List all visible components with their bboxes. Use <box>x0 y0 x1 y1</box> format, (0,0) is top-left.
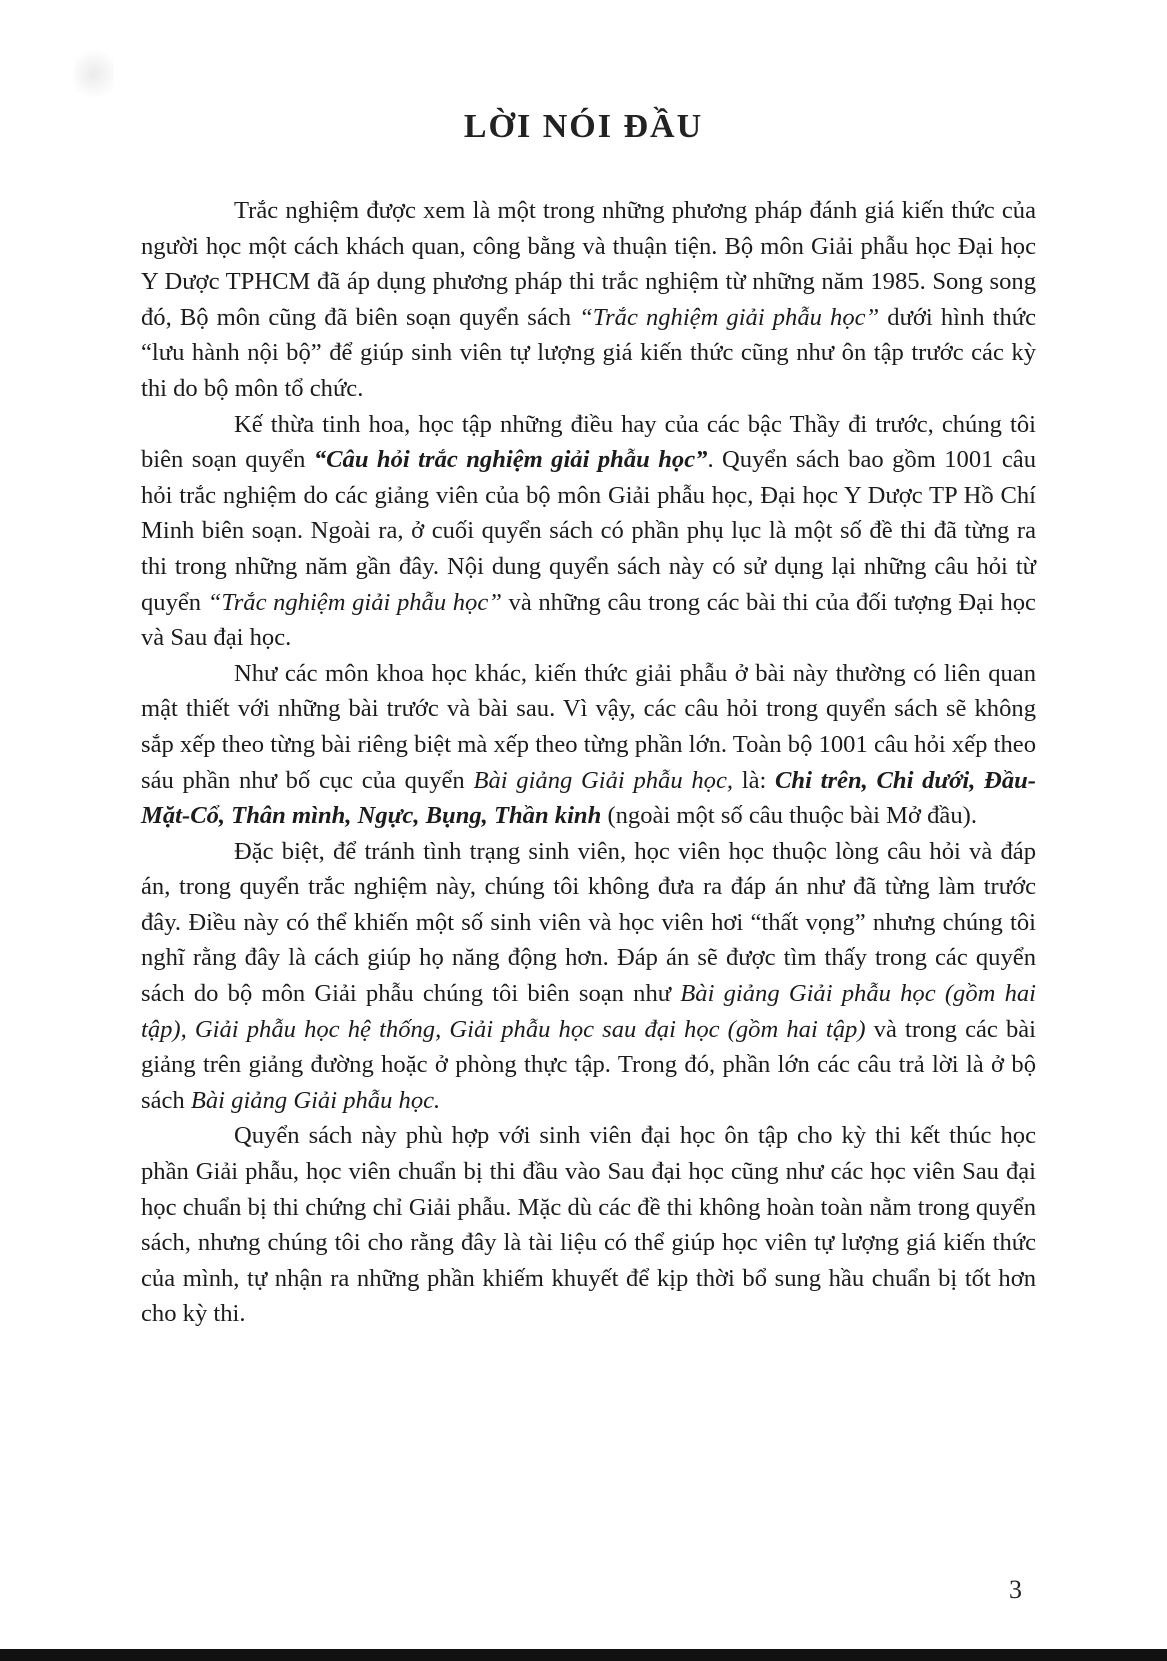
paragraph-2 <box>141 407 1036 656</box>
preface-body <box>141 193 1036 1332</box>
text-run: . Quyển sách bao gồm 1001 câu hỏi trắc nghiệm do các giảng viên của bộ môn Giải phẫu học, Đại học Y Dược TP Hồ Chí Minh biên soạn. Ngoài ra, ở cuối quyển sách có phần phụ lục là một số đề thi đã từng ra thi trong những năm gần đây. Nội dung quyển sách này có sử dụng lại những câu hỏi từ quyển <box>141 446 1037 616</box>
paragraph-5 <box>141 1118 1036 1332</box>
paragraph-1 <box>141 193 1036 407</box>
section-list-bold-italic: Chi trên, Chi dưới, Đầu-Mặt-Cổ, Thân mình, Ngực, Bụng, Thần kinh <box>141 766 1036 830</box>
scan-edge-bar <box>0 1649 1167 1661</box>
text-run: Kế thừa tinh hoa, học tập những điều hay của các bậc Thầy đi trước, chúng tôi biên soạn quyển <box>141 410 1036 474</box>
text-run: dưới hình thức “lưu hành nội bộ” để giúp sinh viên tự lượng giá kiến thức cũng như ôn tập trước các kỳ thi do bộ môn tổ chức. <box>141 303 1037 402</box>
book-title-italic: Bài giảng Giải phẫu học, <box>473 766 734 794</box>
book-title-bold-italic: “Câu hỏi trắc nghiệm giải phẫu học” <box>313 446 708 474</box>
text-run: Quyển sách này phù hợp với sinh viên đại học ôn tập cho kỳ thi kết thúc học phần Giải phẫu, học viên chuẩn bị thi đầu vào Sau đại học cũng như các học viên Sau đại học chuẩn bị thi chứng chỉ Giải phẫu. Mặc dù các đề thi không hoàn toàn nằm trong quyển sách, nhưng chúng tôi cho rằng đây là tài liệu có thể giúp học viên tự lượng giá kiến thức của mình, tự nhận ra những phần khiếm khuyết để kịp thời bổ sung hầu chuẩn bị tốt hơn cho kỳ thi. <box>141 1122 1036 1328</box>
text-run: Đặc biệt, để tránh tình trạng sinh viên, học viên học thuộc lòng câu hỏi và đáp án, trong quyển trắc nghiệm này, chúng tôi không đưa ra đáp án như đã từng làm trước đây. Điều này có thể khiến một số sinh viên và học viên hơi “thất vọng” nhưng chúng tôi nghĩ rằng đây là cách giúp họ năng động hơn. Đáp án sẽ được tìm thấy trong các quyển sách do bộ môn Giải phẫu chúng tôi biên soạn như <box>141 837 1036 1008</box>
paragraph-4 <box>141 834 1036 1119</box>
paragraph-3 <box>141 656 1036 834</box>
book-titles-italic: Bài giảng Giải phẫu học (gồm hai tập), Giải phẫu học hệ thống, Giải phẫu học sau đại học (gồm hai tập) <box>141 980 1036 1043</box>
book-title-italic: Bài giảng Giải phẫu học. <box>190 1086 441 1114</box>
page-number: 3 <box>1009 1575 1022 1604</box>
text-run: (ngoài một số câu thuộc bài Mở đầu). <box>601 802 977 830</box>
book-title-italic: “Trắc nghiệm giải phẫu học” <box>207 588 502 616</box>
page-title: LỜI NÓI ĐẦU <box>463 108 704 145</box>
text-run: Trắc nghiệm được xem là một trong những phương pháp đánh giá kiến thức của người học một cách khách quan, công bằng và thuận tiện. Bộ môn Giải phẫu học Đại học Y Dược TPHCM đã áp dụng phương pháp thi trắc nghiệm từ những năm 1985. Song song đó, Bộ môn cũng đã biên soạn quyển sách <box>141 197 1036 331</box>
book-title-italic: “Trắc nghiệm giải phẫu học” <box>579 303 880 331</box>
scan-artifact <box>74 44 114 104</box>
text-run: và trong các bài giảng trên giảng đường hoặc ở phòng thực tập. Trong đó, phần lớn các câu trả lời là ở bộ sách <box>141 1015 1036 1114</box>
text-run: Như các môn khoa học khác, kiến thức giải phẫu ở bài này thường có liên quan mật thiết với những bài trước và bài sau. Vì vậy, các câu hỏi trong quyển sách sẽ không sắp xếp theo từng bài riêng biệt mà xếp theo từng phần lớn. Toàn bộ 1001 câu hỏi xếp theo sáu phần như bố cục của quyển <box>141 659 1036 794</box>
text-run: là: <box>733 766 776 794</box>
text-run: và những câu trong các bài thi của đối tượng Đại học và Sau đại học. <box>141 588 1036 652</box>
